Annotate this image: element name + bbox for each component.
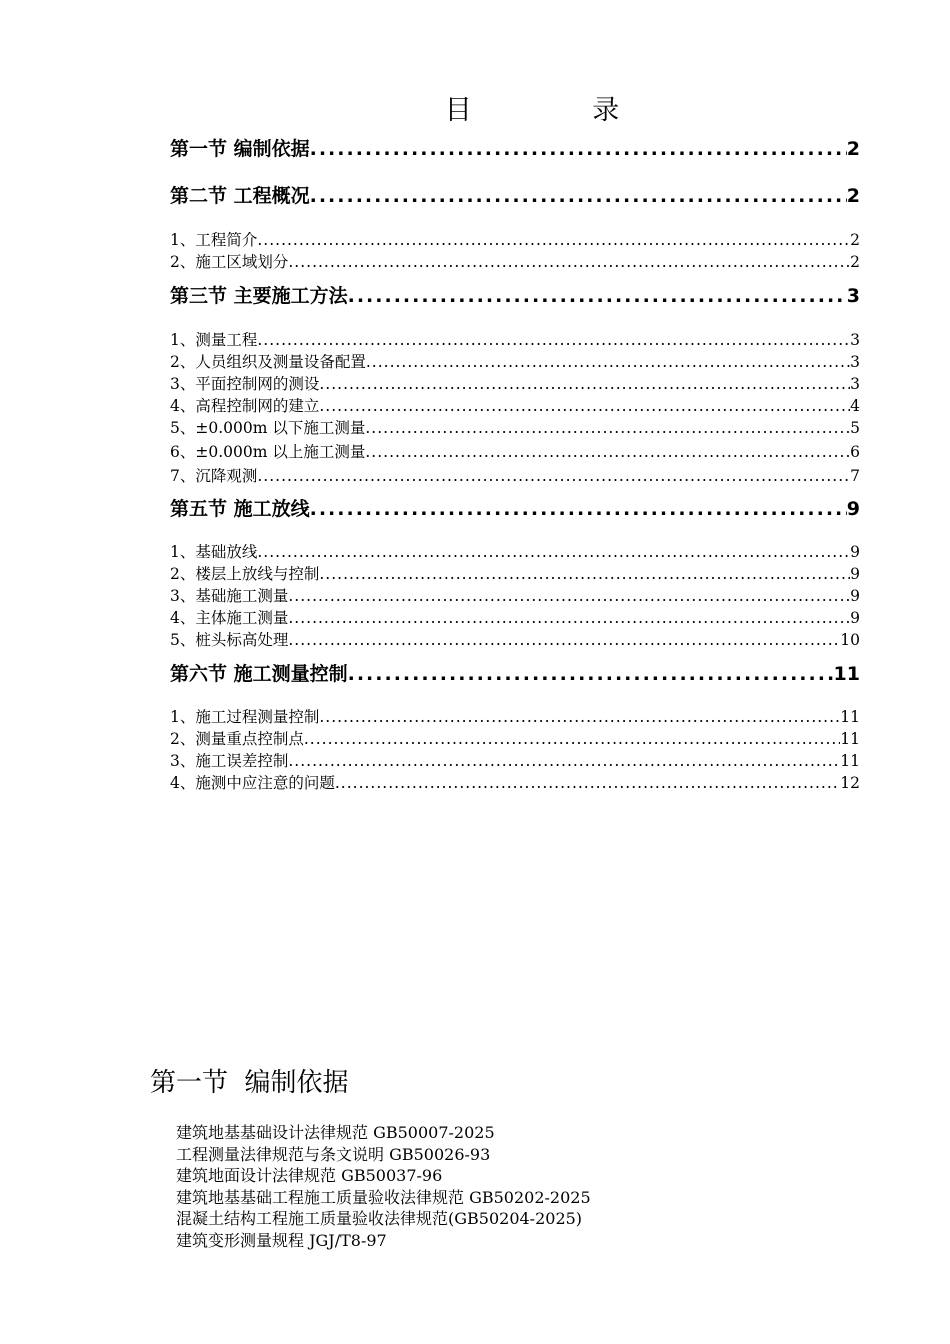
toc-title: 目 录 (444, 95, 676, 126)
toc-entry-label: 5、桩头标高处理 (170, 631, 289, 649)
toc-entry-label: 4、施测中应注意的问题 (170, 774, 335, 792)
toc-entry[interactable] (170, 606, 860, 628)
toc-entry-label: 3、施工误差控制 (170, 752, 289, 770)
toc-entry-page: 7 (850, 467, 860, 485)
toc-entry-label: 2、施工区域划分 (170, 253, 289, 271)
toc-entry-label: 7、沉降观测 (170, 467, 258, 485)
toc-entry-page: 11 (840, 708, 860, 726)
toc-leader-dots (288, 587, 850, 605)
toc-entry-label: 5、±0.000m 以下施工测量 (170, 419, 366, 437)
toc-entry-label: 第三节 主要施工方法 (170, 285, 348, 307)
toc-entry-page: 2 (850, 231, 860, 249)
toc-leader-dots (257, 467, 850, 485)
toc-entry-page: 10 (840, 631, 860, 649)
toc-entry-label: 6、±0.000m 以上施工测量 (170, 443, 366, 461)
toc-leader-dots (335, 774, 840, 792)
toc-entry[interactable] (170, 464, 860, 486)
toc-entry-page: 5 (850, 419, 860, 437)
toc-entry-label: 2、人员组织及测量设备配置 (170, 353, 366, 371)
reference-item: 混凝土结构工程施工质量验收法律规范(GB50204-2025) (176, 1209, 583, 1228)
toc-entry-page: 2 (846, 185, 860, 207)
toc-entry-page: 6 (850, 443, 860, 461)
toc-entry-page: 11 (840, 752, 860, 770)
toc-leader-dots (365, 419, 850, 437)
toc-entry[interactable] (170, 727, 860, 749)
reference-item: 建筑地基基础工程施工质量验收法律规范 GB50202-2025 (176, 1187, 591, 1207)
toc-entry-label: 3、基础施工测量 (170, 587, 289, 605)
toc-entry-label: 第五节 施工放线 (170, 498, 310, 520)
toc-entry[interactable] (170, 659, 860, 686)
toc-entry[interactable] (170, 281, 860, 308)
toc-leader-dots (310, 498, 847, 520)
toc-entry-page: 3 (850, 353, 860, 371)
reference-item: 工程测量法律规范与条文说明 GB50026-93 (176, 1144, 491, 1164)
toc-entry[interactable] (170, 584, 860, 606)
toc-entry[interactable] (170, 540, 860, 562)
toc-entry[interactable] (170, 228, 860, 250)
toc-entry[interactable] (170, 328, 860, 350)
toc-entry[interactable] (170, 494, 860, 521)
toc-entry-label: 4、高程控制网的建立 (170, 397, 320, 415)
toc-entry-page: 4 (850, 397, 860, 415)
toc-entry[interactable] (170, 181, 860, 208)
toc-entry-page: 3 (850, 331, 860, 349)
toc-leader-dots (288, 631, 840, 649)
reference-item: 建筑地面设计法律规范 GB50037-96 (176, 1166, 443, 1185)
toc-entry-label: 2、楼层上放线与控制 (170, 565, 320, 583)
toc-entry-page: 3 (850, 375, 860, 393)
toc-entry[interactable] (170, 372, 860, 394)
toc-entry-page: 9 (850, 565, 860, 583)
toc-entry[interactable] (170, 440, 860, 462)
toc-entry[interactable] (170, 394, 860, 416)
toc-entry[interactable] (170, 562, 860, 584)
reference-item: 建筑地基基础设计法律规范 GB50007-2025 (176, 1123, 495, 1142)
toc-leader-dots (319, 375, 850, 393)
toc-leader-dots (348, 663, 834, 685)
toc-leader-dots (365, 443, 850, 461)
toc-entry[interactable] (170, 416, 860, 438)
toc-leader-dots (288, 253, 850, 271)
toc-entry-page: 12 (840, 774, 860, 792)
section-heading: 第一节 编制依据 (150, 1068, 349, 1098)
toc-leader-dots (310, 185, 847, 207)
reference-list (176, 1122, 591, 1251)
toc-leader-dots (257, 543, 850, 561)
toc-leader-dots (310, 138, 847, 160)
toc-entry-page: 2 (850, 253, 860, 271)
toc-entry-label: 第一节 编制依据 (170, 138, 310, 160)
toc-entry-page: 3 (846, 285, 860, 307)
toc-leader-dots (257, 331, 850, 349)
reference-item: 建筑变形测量规程 JGJ/T8-97 (176, 1230, 387, 1250)
toc-entry-page: 9 (850, 609, 860, 627)
toc-leader-dots (319, 397, 850, 415)
toc-leader-dots (348, 285, 847, 307)
toc-entry-label: 1、测量工程 (170, 331, 258, 349)
toc-entry-label: 1、工程简介 (170, 231, 258, 249)
toc-leader-dots (319, 565, 850, 583)
toc-entry[interactable] (170, 705, 860, 727)
toc-entry[interactable] (170, 350, 860, 372)
toc-entry-label: 3、平面控制网的测设 (170, 375, 320, 393)
toc-entry-label: 第二节 工程概况 (170, 185, 310, 207)
toc-entry-page: 11 (840, 730, 860, 748)
toc-entry[interactable] (170, 628, 860, 650)
toc-leader-dots (257, 231, 850, 249)
toc-entry[interactable] (170, 771, 860, 793)
toc-entry-label: 1、基础放线 (170, 543, 258, 561)
toc-entry[interactable] (170, 250, 860, 272)
toc-entry-label: 第六节 施工测量控制 (170, 663, 348, 685)
toc-leader-dots (288, 752, 840, 770)
toc-entry-page: 9 (846, 498, 860, 520)
toc-entry-page: 2 (846, 138, 860, 160)
toc-entry-label: 4、主体施工测量 (170, 609, 289, 627)
toc-leader-dots (288, 609, 850, 627)
toc-entry-page: 9 (850, 543, 860, 561)
toc-entry-page: 11 (833, 663, 860, 685)
toc-leader-dots (319, 708, 840, 726)
toc-leader-dots (304, 730, 840, 748)
toc-entry-label: 1、施工过程测量控制 (170, 708, 320, 726)
toc-leader-dots (366, 353, 850, 371)
toc-entry-label: 2、测量重点控制点 (170, 730, 304, 748)
toc-entry[interactable] (170, 134, 860, 161)
toc-entry[interactable] (170, 749, 860, 771)
toc-entry-page: 9 (850, 587, 860, 605)
